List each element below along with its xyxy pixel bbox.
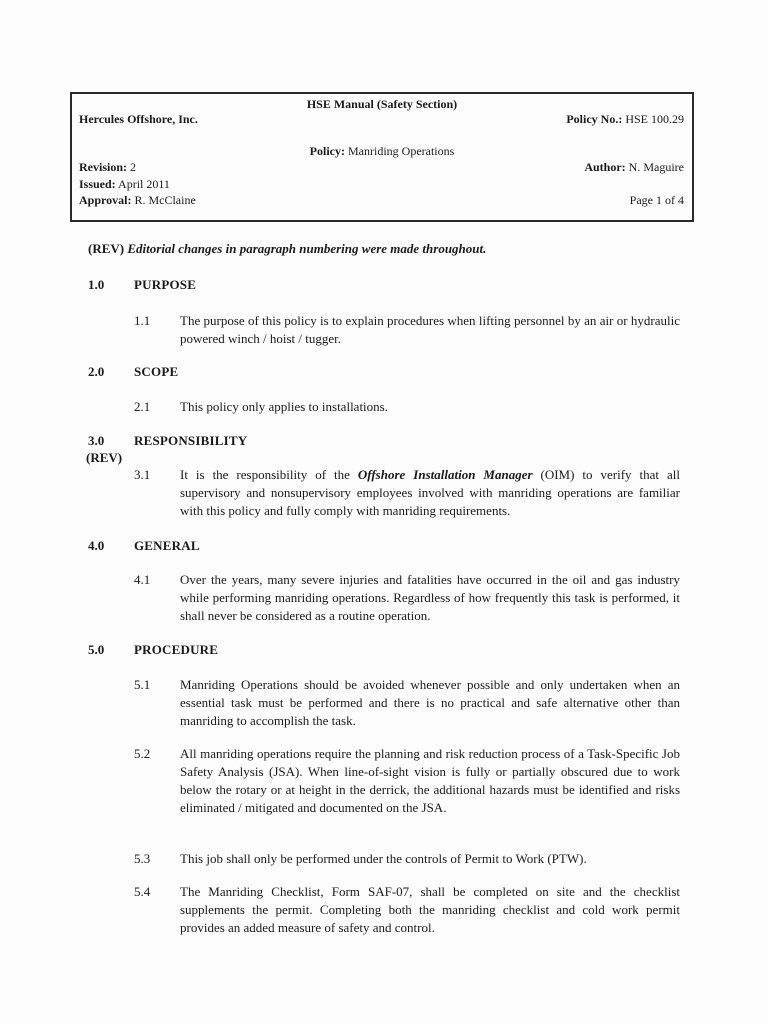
manual-title: HSE Manual (Safety Section) — [306, 97, 458, 111]
section-number: 5.0 — [88, 642, 105, 657]
section-title-general: GENERAL — [134, 538, 200, 553]
item-text-part: (OIM) to verify that all supervisory and nonsupervisory employees involved with manriding operations are familiar with this policy and fully comply with manriding requirements. — [180, 467, 681, 518]
company-name: Hercules Offshore, Inc. — [79, 112, 198, 126]
section-revision-marker: (REV) — [86, 450, 123, 465]
item-number: 3.1 — [134, 467, 151, 482]
document-header-box — [70, 92, 694, 222]
policy-number-value: HSE 100.29 — [625, 112, 684, 126]
issued — [79, 177, 170, 191]
item-number: 5.2 — [134, 746, 151, 761]
issued-value: April 2011 — [118, 177, 170, 191]
author-label: Author: — [584, 160, 626, 174]
item-number: 4.1 — [134, 572, 151, 587]
section-title-procedure: PROCEDURE — [134, 642, 219, 657]
section-number: 2.0 — [88, 364, 105, 379]
item-text-part: It is the responsibility of the — [180, 467, 358, 482]
revision-note — [88, 240, 486, 258]
item-number: 1.1 — [134, 313, 151, 328]
item-number: 2.1 — [134, 399, 151, 414]
item-text: Over the years, many severe injuries and fatalities have occurred in the oil and gas industry while performing manriding operations. Regardless of how frequently this task is performed, it shall never be considered as a routine operation. — [180, 572, 680, 623]
author — [584, 160, 684, 174]
item-text: This policy only applies to installations. — [180, 399, 388, 414]
policy-name — [72, 144, 692, 158]
section-number: 4.0 — [88, 538, 105, 553]
policy-number-label: Policy No.: — [566, 112, 623, 126]
approval — [79, 193, 196, 207]
issued-label: Issued: — [79, 177, 116, 191]
approval-value: R. McClaine — [134, 193, 196, 207]
item-text: The Manriding Checklist, Form SAF-07, shall be completed on site and the checklist supplements the permit. Completing both the manriding checklist and cold work permit provides an added measure of safety and control. — [180, 884, 680, 935]
item-text: Manriding Operations should be avoided whenever possible and only undertaken when an essential task must be performed and there is no practical and safe alternative other than manriding to accomplish the task. — [180, 677, 680, 728]
item-text — [180, 466, 680, 520]
page-number: Page 1 of 4 — [629, 193, 684, 207]
item-number: 5.1 — [134, 677, 151, 692]
section-number: 1.0 — [88, 277, 105, 292]
item-text-emphasis: Offshore Installation Manager — [357, 467, 533, 482]
section-title-purpose: PURPOSE — [134, 277, 197, 292]
author-value: N. Maguire — [628, 160, 684, 174]
revision-value: 2 — [130, 160, 136, 174]
item-number: 5.4 — [134, 884, 151, 899]
revision-note-label: (REV) — [88, 241, 125, 256]
item-text: The purpose of this policy is to explain procedures when lifting personnel by an air or hydraulic powered winch / hoist / tugger. — [180, 313, 680, 346]
revision-label: Revision: — [79, 160, 127, 174]
policy-label: Policy: — [309, 144, 345, 158]
revision-note-text: Editorial changes in paragraph numbering were made throughout. — [127, 241, 487, 256]
item-text: This job shall only be performed under the controls of Permit to Work (PTW). — [180, 851, 587, 866]
policy-number — [566, 112, 684, 126]
revision — [79, 160, 136, 174]
item-number: 5.3 — [134, 851, 151, 866]
section-number: 3.0 — [88, 433, 105, 448]
approval-label: Approval: — [79, 193, 132, 207]
item-text: All manriding operations require the planning and risk reduction process of a Task-Specific Job Safety Analysis (JSA). When line-of-sight vision is fully or partially obscured due to work below the rotary or at height in the derrick, the additional hazards must be identified and risks eliminated / mitigated and documented on the JSA. — [180, 746, 680, 815]
policy-value: Manriding Operations — [348, 144, 455, 158]
section-title-scope: SCOPE — [134, 364, 179, 379]
section-title-responsibility: RESPONSIBILITY — [134, 433, 248, 448]
